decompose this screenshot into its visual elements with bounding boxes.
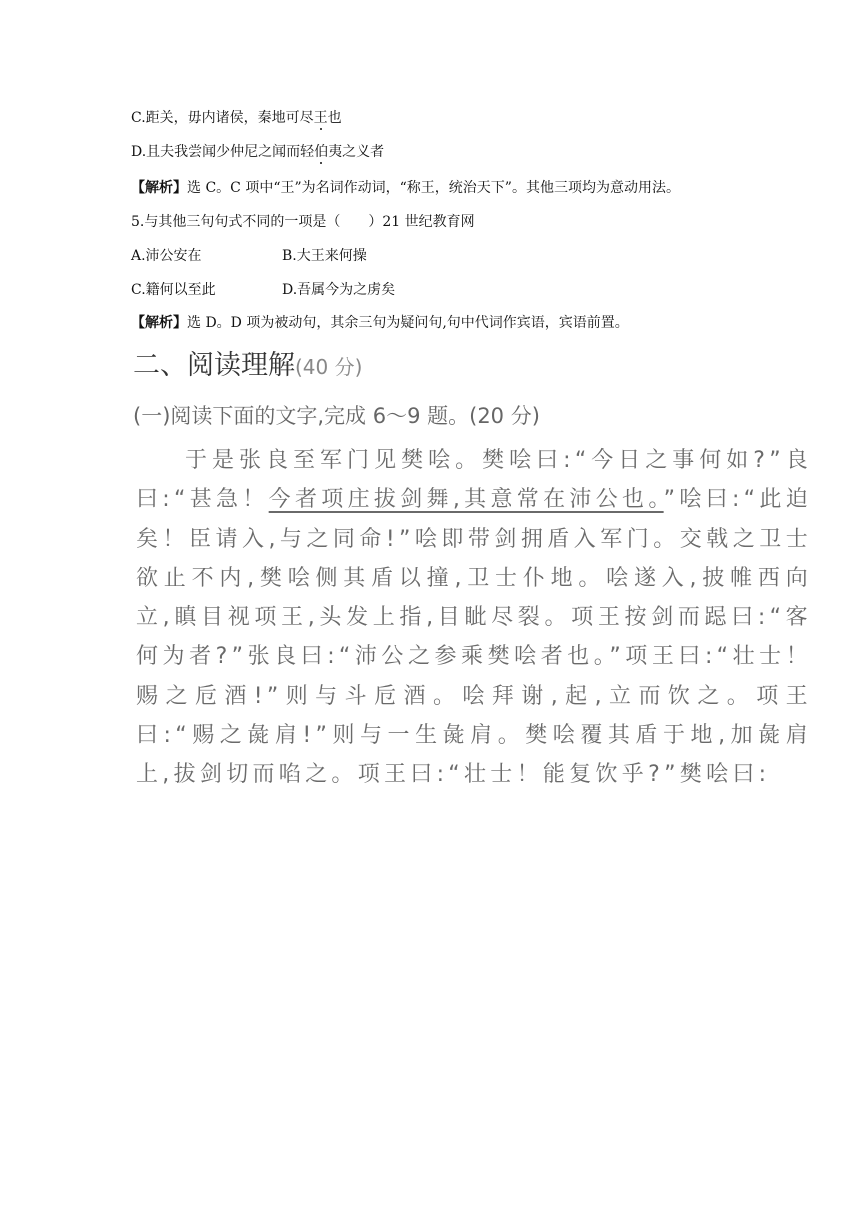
q5-option-a: A.沛公安在	[131, 248, 202, 264]
emphasis-dot-char: 王	[313, 110, 328, 126]
section-heading	[133, 349, 362, 384]
q5-analysis	[131, 313, 629, 333]
analysis-text: 选 D。D 项为被动句，其余三句为疑问句,句中代词作宾语，宾语前置。	[187, 315, 629, 331]
q4-analysis	[131, 178, 680, 198]
q5-options-row-1	[131, 246, 367, 266]
question-5: 5.与其他三句句式不同的一项是（ ）21 世纪教育网	[131, 214, 475, 230]
analysis-label: 【解析】	[131, 315, 187, 331]
q5-option-c: C.籍何以至此	[131, 282, 216, 298]
reading-instruction: (一)阅读下面的文字,完成 6～9 题。(20 分)	[133, 404, 540, 428]
q5-option-d: D.吾属今为之虏矣	[282, 282, 396, 298]
section-score: (40 分)	[295, 355, 363, 379]
section-title: 二、阅读理解	[133, 350, 295, 381]
q5-options-row-2	[131, 280, 396, 300]
q5-option-b: B.大王来何操	[282, 248, 367, 264]
reading-passage: 于是张良至军门见樊哙。樊哙曰:“今日之事何如?”良曰:“甚急！今者项庄拔剑舞,其意常在沛公也。”哙曰:“此迫矣！臣请入,与之同命!”哙即带剑拥盾入军门。交戟之卫士欲止不内,樊哙侧其盾以撞,卫士仆地。哙遂入,披帷西向立,瞋目视项王,头发上指,目眦尽裂。项王按剑而跽曰:“客何为者?”张良曰:“沛公之参乘樊哙者也。”项王曰:“壮士！赐之卮酒!”则与斗卮酒。哙拜谢,起,立而饮之。项王曰:“赐之彘肩!”则与一生彘肩。樊哙覆其盾于地,加彘肩上,拔剑切而啗之。项王曰:“壮士！能复饮乎?”樊哙曰:	[136, 448, 812, 788]
q4-option-c: C.距关，毋内诸侯，秦地可尽王也	[131, 110, 342, 126]
q4-option-d: D.且夫我尝闻少仲尼之闻而轻伯夷之义者	[131, 144, 385, 160]
analysis-text: 选 C。C 项中“王”为名词作动词，“称王，统治天下”。其他三项均为意动用法。	[187, 180, 680, 196]
emphasis-dot-char: 伯	[314, 144, 329, 160]
underlined-sentence: 今者项庄拔剑舞,其意常在沛公也。	[268, 487, 664, 513]
analysis-label: 【解析】	[131, 180, 187, 196]
